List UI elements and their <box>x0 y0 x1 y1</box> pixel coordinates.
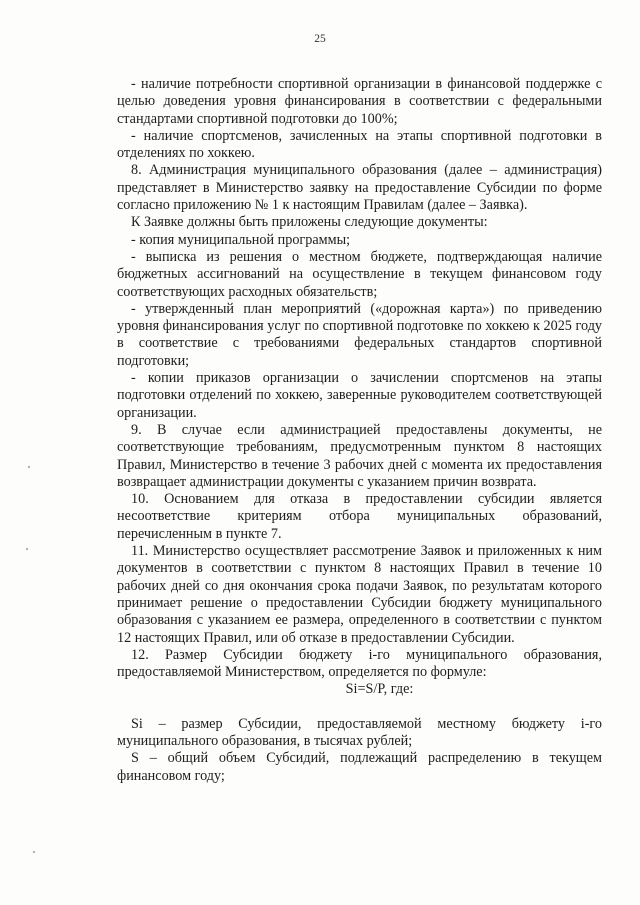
paragraph: - наличие потребности спортивной организации в финансовой поддержке с целью доведения уровня финансирования в соответствии с федеральными стандартами спортивной подготовки до 100%; <box>117 76 602 127</box>
blank-line <box>117 699 602 716</box>
paragraph: 10. Основанием для отказа в предоставлении субсидии является несоответствие критериям отбора муниципальных образований, перечисленным в пункте 7. <box>117 491 602 542</box>
paragraph: - копия муниципальной программы; <box>131 231 351 248</box>
paragraph: 9. В случае если администрацией предоставлены документы, не соответствующие требованиям, предусмотренным пунктом 8 настоящих Правил, Министерство в течение 3 рабочих дней с момента их предоставления возвращает администрации документы с указанием причин возврата. <box>117 421 602 490</box>
paragraph: - копии приказов организации о зачислении спортсменов на этапы подготовки отделений по хоккею, заверенные руководителем соответствующей организации. <box>117 370 602 421</box>
scan-speck <box>33 851 35 853</box>
paragraph: - наличие спортсменов, зачисленных на этапы спортивной подготовки в отделениях по хоккею. <box>117 127 602 162</box>
scan-speck <box>28 466 30 468</box>
definition: S – общий объем Субсидий, подлежащий распределению в текущем финансовом году; <box>117 750 602 784</box>
page-number: 25 <box>314 33 326 45</box>
scan-speck <box>26 548 28 550</box>
definition: Si – размер Субсидии, предоставляемой местному бюджету i-го муниципального образования, в тысячах рублей; <box>117 715 602 749</box>
paragraph: - выписка из решения о местном бюджете, подтверждающая наличие бюджетных ассигнований на осуществление в текущем финансовом году соответствующих расходных обязательств; <box>117 248 602 300</box>
paragraph: К Заявке должны быть приложены следующие документы: <box>131 214 488 231</box>
paragraph: 11. Министерство осуществляет рассмотрение Заявок и приложенных к ним документов в соответствии с пунктом 8 настоящих Правил в течение 10 рабочих дней со дня окончания срока подачи Заявок, по результатам которого принимает решение о предоставлении Субсидии бюджету муниципального образования с указанием ее размера, определенного в соответствии с пунктом 12 настоящих Правил, или об отказе в предоставлении Субсидии. <box>117 543 602 646</box>
paragraph: 12. Размер Субсидии бюджету i-го муниципального образования, предоставляемой Министерством, определяется по формуле: <box>117 646 602 681</box>
formula: Si=S/P, где: <box>345 681 414 698</box>
paragraph: 8. Администрация муниципального образования (далее – администрация) представляет в Министерство заявку на предоставление Субсидии по форме согласно приложению № 1 к настоящим Правилам (далее – Заявка). <box>117 162 602 214</box>
document-body <box>117 76 602 785</box>
paragraph: - утвержденный план мероприятий («дорожная карта») по приведению уровня финансирования услуг по спортивной подготовке по хоккею к 2025 году в соответствие с требованиями федеральных стандартов спортивной подготовки; <box>117 300 602 369</box>
